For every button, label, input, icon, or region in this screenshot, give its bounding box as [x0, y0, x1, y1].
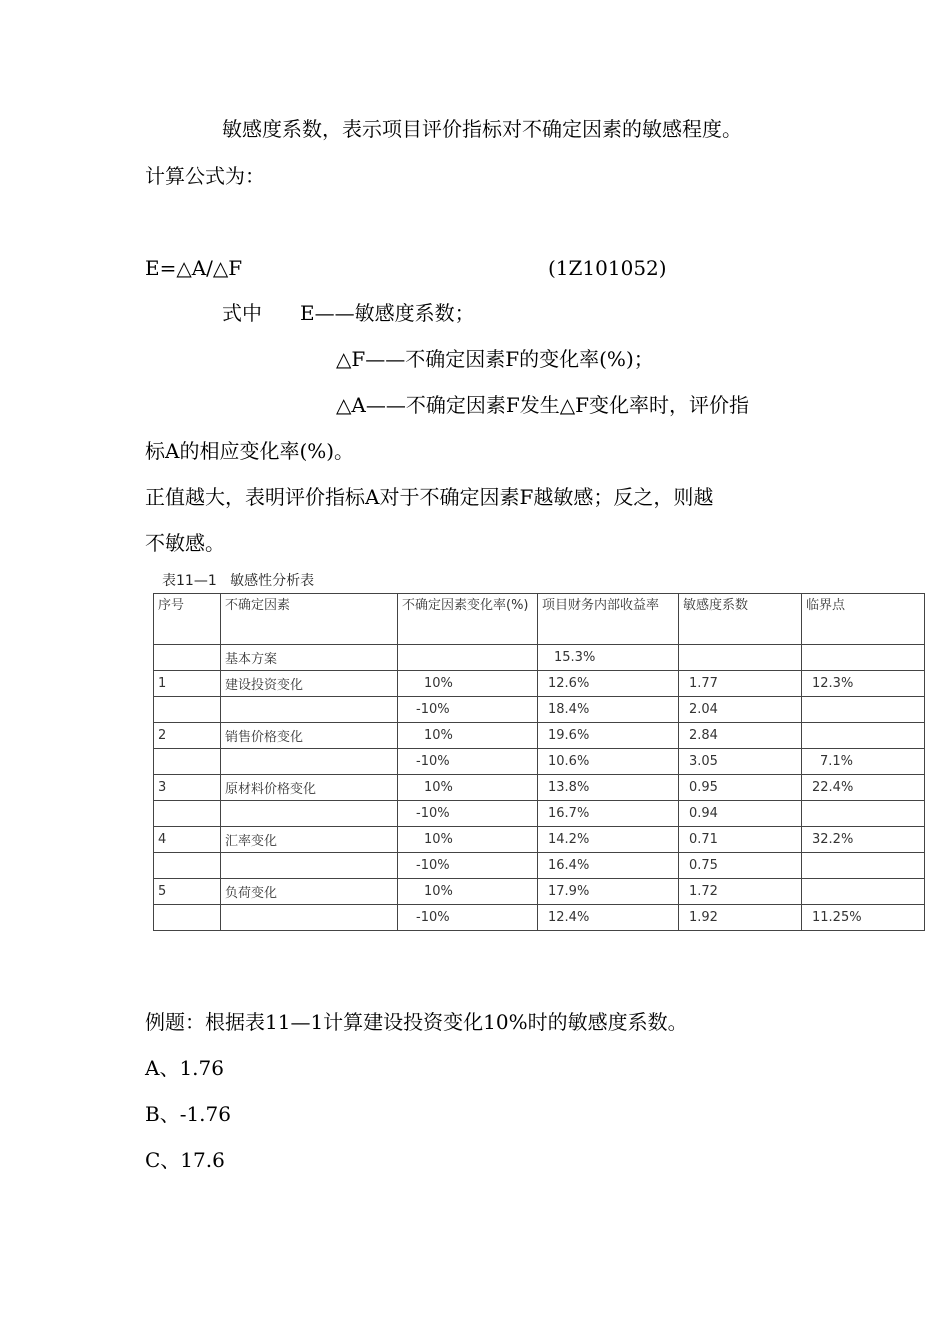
cell-factor	[221, 697, 398, 723]
cell-change: 10%	[398, 671, 538, 697]
cell-change: 10%	[398, 879, 538, 905]
cell-change: -10%	[398, 801, 538, 827]
cell-irr: 14.2%	[538, 827, 679, 853]
note-line2: 不敏感。	[145, 531, 225, 555]
cell-index: 3	[154, 775, 221, 801]
table-header-row	[154, 594, 925, 645]
cell-index	[154, 645, 221, 671]
cell-critical: 11.25%	[802, 905, 925, 931]
cell-irr: 12.6%	[538, 671, 679, 697]
sensitivity-table	[153, 593, 925, 931]
cell-change: -10%	[398, 697, 538, 723]
table-row	[154, 853, 925, 879]
cell-coefficient: 2.84	[679, 723, 802, 749]
cell-change: 10%	[398, 723, 538, 749]
cell-coefficient: 0.71	[679, 827, 802, 853]
cell-factor: 汇率变化	[221, 827, 398, 853]
formula: E=△A/△F	[145, 256, 243, 280]
cell-critical: 32.2%	[802, 827, 925, 853]
cell-index	[154, 697, 221, 723]
cell-factor: 原材料价格变化	[221, 775, 398, 801]
definition-f: △F——不确定因素F的变化率(%)；	[336, 347, 654, 371]
table-row	[154, 905, 925, 931]
cell-coefficient: 3.05	[679, 749, 802, 775]
cell-factor: 销售价格变化	[221, 723, 398, 749]
header-cell: 临界点	[802, 594, 925, 645]
cell-coefficient: 1.72	[679, 879, 802, 905]
cell-critical	[802, 697, 925, 723]
cell-critical: 12.3%	[802, 671, 925, 697]
table-row	[154, 775, 925, 801]
formula-code: (1Z101052)	[548, 256, 667, 280]
table-row	[154, 671, 925, 697]
cell-index: 1	[154, 671, 221, 697]
header-cell: 序号	[154, 594, 221, 645]
option-c: C、17.6	[145, 1148, 225, 1172]
cell-index	[154, 905, 221, 931]
table-row	[154, 827, 925, 853]
definition-e: E——敏感度系数；	[300, 301, 475, 325]
cell-irr: 18.4%	[538, 697, 679, 723]
cell-change	[398, 645, 538, 671]
cell-index: 4	[154, 827, 221, 853]
cell-index: 5	[154, 879, 221, 905]
cell-irr: 15.3%	[538, 645, 679, 671]
cell-index	[154, 853, 221, 879]
cell-coefficient: 2.04	[679, 697, 802, 723]
table-row	[154, 645, 925, 671]
cell-irr: 13.8%	[538, 775, 679, 801]
cell-coefficient: 0.94	[679, 801, 802, 827]
cell-critical	[802, 853, 925, 879]
table-row	[154, 749, 925, 775]
cell-factor	[221, 905, 398, 931]
cell-change: 10%	[398, 775, 538, 801]
cell-factor: 基本方案	[221, 645, 398, 671]
cell-factor	[221, 853, 398, 879]
header-cell: 不确定因素	[221, 594, 398, 645]
cell-critical	[802, 801, 925, 827]
cell-irr: 19.6%	[538, 723, 679, 749]
cell-factor	[221, 801, 398, 827]
cell-irr: 16.7%	[538, 801, 679, 827]
cell-index	[154, 749, 221, 775]
cell-coefficient	[679, 645, 802, 671]
table-caption: 表11—1 敏感性分析表	[162, 573, 315, 589]
cell-change: -10%	[398, 853, 538, 879]
cell-coefficient: 0.75	[679, 853, 802, 879]
cell-critical: 22.4%	[802, 775, 925, 801]
header-cell: 不确定因素变化率(%)	[398, 594, 538, 645]
cell-critical	[802, 723, 925, 749]
cell-index: 2	[154, 723, 221, 749]
cell-factor	[221, 749, 398, 775]
cell-factor: 建设投资变化	[221, 671, 398, 697]
cell-irr: 17.9%	[538, 879, 679, 905]
cell-critical	[802, 645, 925, 671]
where-label: 式中	[222, 301, 262, 325]
option-b: B、-1.76	[145, 1102, 231, 1126]
table-row	[154, 697, 925, 723]
paragraph-formula-intro: 计算公式为：	[145, 164, 265, 188]
cell-coefficient: 1.77	[679, 671, 802, 697]
note-line1: 正值越大，表明评价指标A对于不确定因素F越敏感；反之，则越	[145, 485, 714, 509]
cell-change: -10%	[398, 749, 538, 775]
definition-a-line2: 标A的相应变化率(%)。	[145, 439, 355, 463]
definition-a-line1: △A——不确定因素F发生△F变化率时，评价指	[336, 393, 749, 417]
table-row	[154, 879, 925, 905]
cell-change: 10%	[398, 827, 538, 853]
table-row	[154, 723, 925, 749]
cell-irr: 16.4%	[538, 853, 679, 879]
cell-irr: 12.4%	[538, 905, 679, 931]
cell-critical: 7.1%	[802, 749, 925, 775]
paragraph-intro: 敏感度系数，表示项目评价指标对不确定因素的敏感程度。	[222, 117, 742, 141]
header-cell: 敏感度系数	[679, 594, 802, 645]
cell-coefficient: 1.92	[679, 905, 802, 931]
cell-irr: 10.6%	[538, 749, 679, 775]
table-row	[154, 801, 925, 827]
cell-change: -10%	[398, 905, 538, 931]
example-question: 例题：根据表11—1计算建设投资变化10%时的敏感度系数。	[145, 1010, 688, 1034]
option-a: A、1.76	[145, 1056, 224, 1080]
cell-factor: 负荷变化	[221, 879, 398, 905]
header-cell: 项目财务内部收益率	[538, 594, 679, 645]
cell-critical	[802, 879, 925, 905]
cell-index	[154, 801, 221, 827]
cell-coefficient: 0.95	[679, 775, 802, 801]
